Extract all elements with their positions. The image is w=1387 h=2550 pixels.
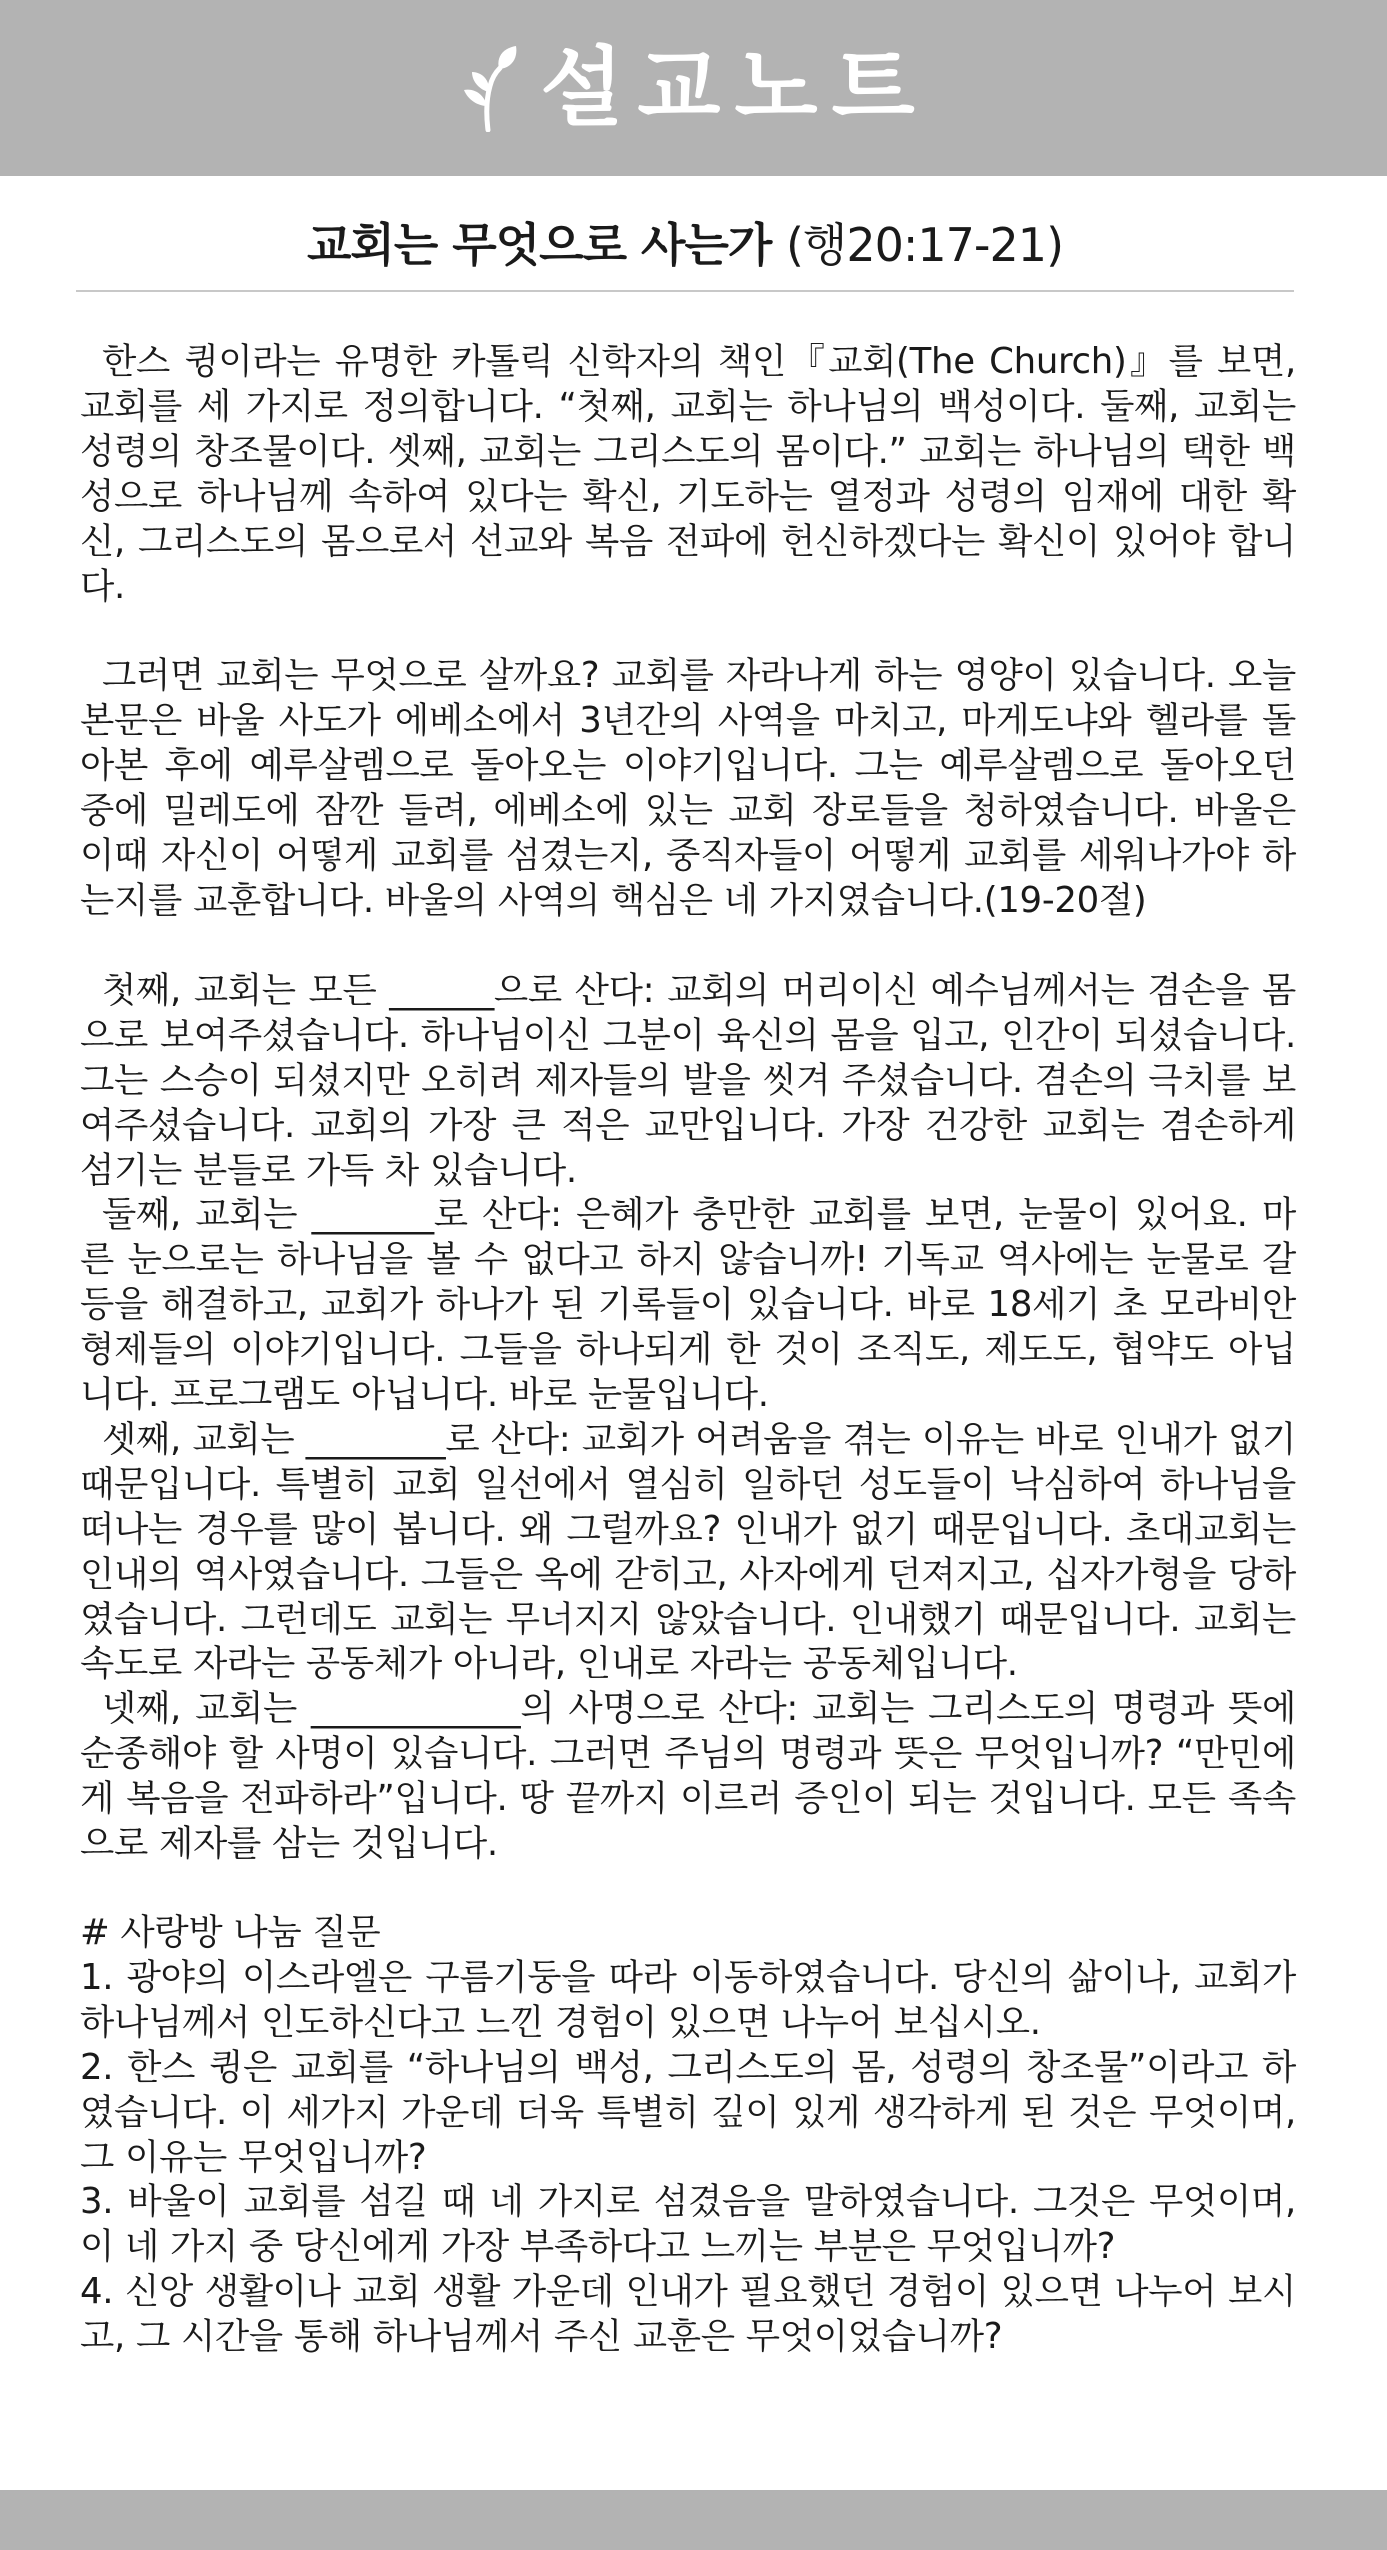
header-brand — [458, 38, 929, 138]
discussion-question: 4. 신앙 생활이나 교회 생활 가운데 인내가 필요했던 경험이 있으면 나누어 보시고, 그 시간을 통해 하나님께서 주신 교훈은 무엇이었습니까? — [80, 2271, 1296, 2358]
discussion-question: 3. 바울이 교회를 섬길 때 네 가지로 섬겼음을 말하였습니다. 그것은 무엇이며, 이 네 가지 중 당신에게 가장 부족하다고 느끼는 부분은 무엇입니까? — [80, 2181, 1296, 2268]
paragraph-spacer — [80, 609, 1296, 654]
discussion-question: 1. 광야의 이스라엘은 구름기둥을 따라 이동하였습니다. 당신의 삶이나, 교회가 하나님께서 인도하신다고 느낀 경험이 있으면 나누어 보십시오. — [80, 1956, 1296, 2043]
leaf-sprout-icon — [458, 44, 520, 132]
sermon-title-main: 교회는 무엇으로 사는가 — [306, 218, 772, 272]
intro-paragraph: 한스 큉이라는 유명한 카톨릭 신학자의 책인『교회(The Church)』를 보면, 교회를 세 가지로 정의합니다. “첫째, 교회는 하나님의 백성이다. 둘째, 교회는 성령의 창조물이다. 셋째, 교회는 그리스도의 몸이다.” 교회는 하나님의 택한 백성으로 하나님께 속하여 있다는 확신, 기도하는 열정과 성령의 임재에 대한 확신, 그리스도의 몸으로서 선교와 복음 전파에 헌신하겠다는 확신이 있어야 합니다. — [80, 341, 1296, 607]
header-band — [0, 0, 1387, 176]
header-title: 설교노트 — [540, 38, 929, 138]
paragraph-spacer — [80, 1867, 1296, 1911]
paragraph-spacer — [80, 924, 1296, 969]
point-three-paragraph: 셋째, 교회는 ________로 산다: 교회가 어려움을 겪는 이유는 바로 인내가 없기 때문입니다. 특별히 교회 일선에서 열심히 일하던 성도들이 낙심하여 하나님을 떠나는 경우를 많이 봅니다. 왜 그럴까요? 인내가 없기 때문입니다. 초대교회는 인내의 역사였습니다. 그들은 옥에 갇히고, 사자에게 던져지고, 십자가형을 당하였습니다. 그런데도 교회는 무너지지 않았습니다. 인내했기 때문입니다. 교회는 속도로 자라는 공동체가 아니라, 인내로 자라는 공동체입니다. — [80, 1418, 1296, 1685]
footer-band — [0, 2490, 1387, 2550]
context-paragraph: 그러면 교회는 무엇으로 살까요? 교회를 자라나게 하는 영양이 있습니다. 오늘 본문은 바울 사도가 에베소에서 3년간의 사역을 마치고, 마게도냐와 헬라를 돌아본 후에 예루살렘으로 돌아오는 이야기입니다. 그는 예루살렘으로 돌아오던 중에 밀레도에 잠깐 들려, 에베소에 있는 교회 장로들을 청하였습니다. 바울은 이때 자신이 어떻게 교회를 섬겼는지, 중직자들이 어떻게 교회를 세워나가야 하는지를 교훈합니다. 바울의 사역의 핵심은 네 가지였습니다.(19-20절) — [80, 655, 1296, 921]
discussion-question: 2. 한스 큉은 교회를 “하나님의 백성, 그리스도의 몸, 성령의 창조물”이라고 하였습니다. 이 세가지 가운데 더욱 특별히 깊이 있게 생각하게 된 것은 무엇이며, 그 이유는 무엇입니까? — [80, 2046, 1296, 2178]
sermon-title — [76, 210, 1294, 280]
discussion-heading: # 사랑방 나눔 질문 — [80, 1912, 381, 1953]
point-one-paragraph: 첫째, 교회는 모든 ______으로 산다: 교회의 머리이신 예수님께서는 겸손을 몸으로 보여주셨습니다. 하나님이신 그분이 육신의 몸을 입고, 인간이 되셨습니다. 그는 스승이 되셨지만 오히려 제자들의 발을 씻겨 주셨습니다. 겸손의 극치를 보여주셨습니다. 교회의 가장 큰 적은 교만입니다. 가장 건강한 교회는 겸손하게 섬기는 분들로 가득 차 있습니다. — [80, 969, 1296, 1191]
point-two-paragraph: 둘째, 교회는 _______로 산다: 은혜가 충만한 교회를 보면, 눈물이 있어요. 마른 눈으로는 하나님을 볼 수 없다고 하지 않습니까! 기독교 역사에는 눈물로 갈등을 해결하고, 교회가 하나가 된 기록들이 있습니다. 바로 18세기 초 모라비안 형제들의 이야기입니다. 그들을 하나되게 한 것이 조직도, 제도도, 협약도 아닙니다. 프로그램도 아닙니다. 바로 눈물입니다. — [80, 1194, 1296, 1416]
point-four-paragraph: 넷째, 교회는 ____________의 사명으로 산다: 교회는 그리스도의 명령과 뜻에 순종해야 할 사명이 있습니다. 그러면 주님의 명령과 뜻은 무엇입니까? “만민에게 복음을 전파하라”입니다. 땅 끝까지 이르러 증인이 되는 것입니다. 모든 족속으로 제자를 삼는 것입니다. — [80, 1688, 1296, 1865]
sermon-body — [80, 340, 1296, 2360]
sermon-title-block — [76, 210, 1294, 292]
scripture-reference: (행20:17-21) — [785, 218, 1064, 272]
